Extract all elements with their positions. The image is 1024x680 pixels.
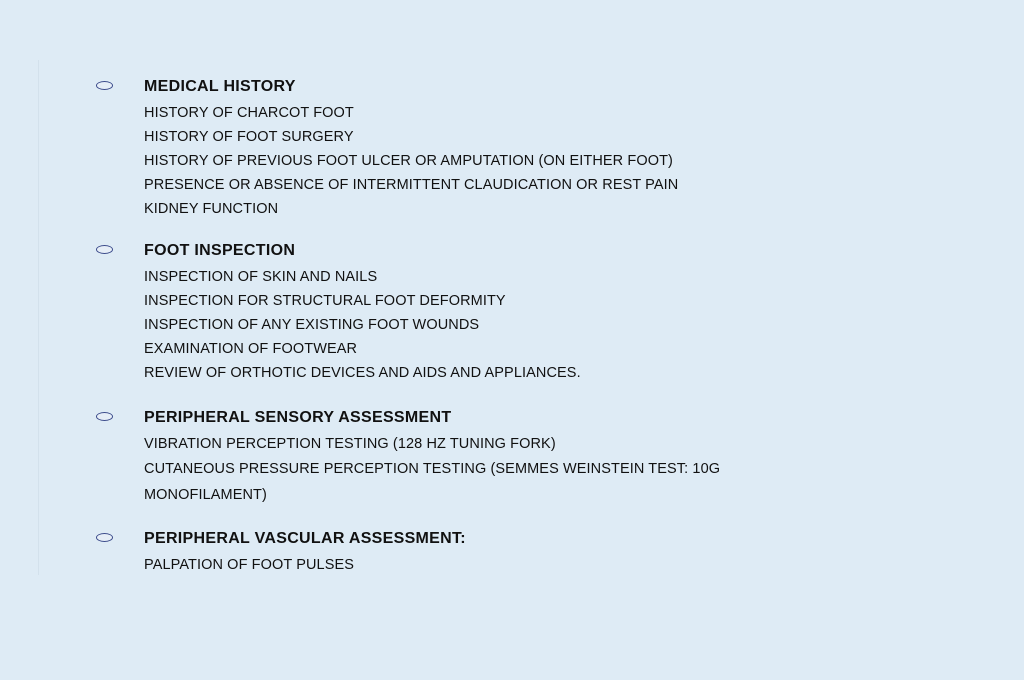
list-item: EXAMINATION OF FOOTWEAR	[144, 341, 358, 357]
section-item-list	[144, 265, 581, 385]
circle-bullet-icon	[96, 81, 113, 90]
list-item: HISTORY OF FOOT SURGERY	[144, 129, 354, 145]
section-heading: PERIPHERAL VASCULAR ASSESSMENT:	[144, 530, 466, 547]
list-item: INSPECTION OF SKIN AND NAILS	[144, 269, 378, 285]
list-item: INSPECTION FOR STRUCTURAL FOOT DEFORMITY	[144, 293, 506, 309]
list-item: KIDNEY FUNCTION	[144, 201, 279, 217]
circle-bullet-icon	[96, 412, 113, 421]
section-item-list	[144, 432, 784, 508]
list-item: REVIEW OF ORTHOTIC DEVICES AND AIDS AND APPLIANCES.	[144, 365, 581, 381]
list-item: CUTANEOUS PRESSURE PERCEPTION TESTING (SEMMES WEINSTEIN TEST: 10G MONOFILAMENT)	[144, 461, 721, 503]
list-item: HISTORY OF CHARCOT FOOT	[144, 105, 354, 121]
circle-bullet-icon	[96, 245, 113, 254]
circle-bullet-icon	[96, 533, 113, 542]
left-divider	[38, 60, 39, 575]
section-heading: MEDICAL HISTORY	[144, 78, 296, 95]
section-item-list	[144, 101, 678, 221]
list-item: INSPECTION OF ANY EXISTING FOOT WOUNDS	[144, 317, 480, 333]
list-item: VIBRATION PERCEPTION TESTING (128 HZ TUNING FORK)	[144, 436, 556, 452]
section-heading: PERIPHERAL SENSORY ASSESSMENT	[144, 409, 452, 426]
list-item: PRESENCE OR ABSENCE OF INTERMITTENT CLAUDICATION OR REST PAIN	[144, 177, 679, 193]
list-item: PALPATION OF FOOT PULSES	[144, 557, 355, 573]
section-item-list	[144, 553, 354, 577]
list-item: HISTORY OF PREVIOUS FOOT ULCER OR AMPUTATION (ON EITHER FOOT)	[144, 153, 673, 169]
section-heading: FOOT INSPECTION	[144, 242, 296, 259]
